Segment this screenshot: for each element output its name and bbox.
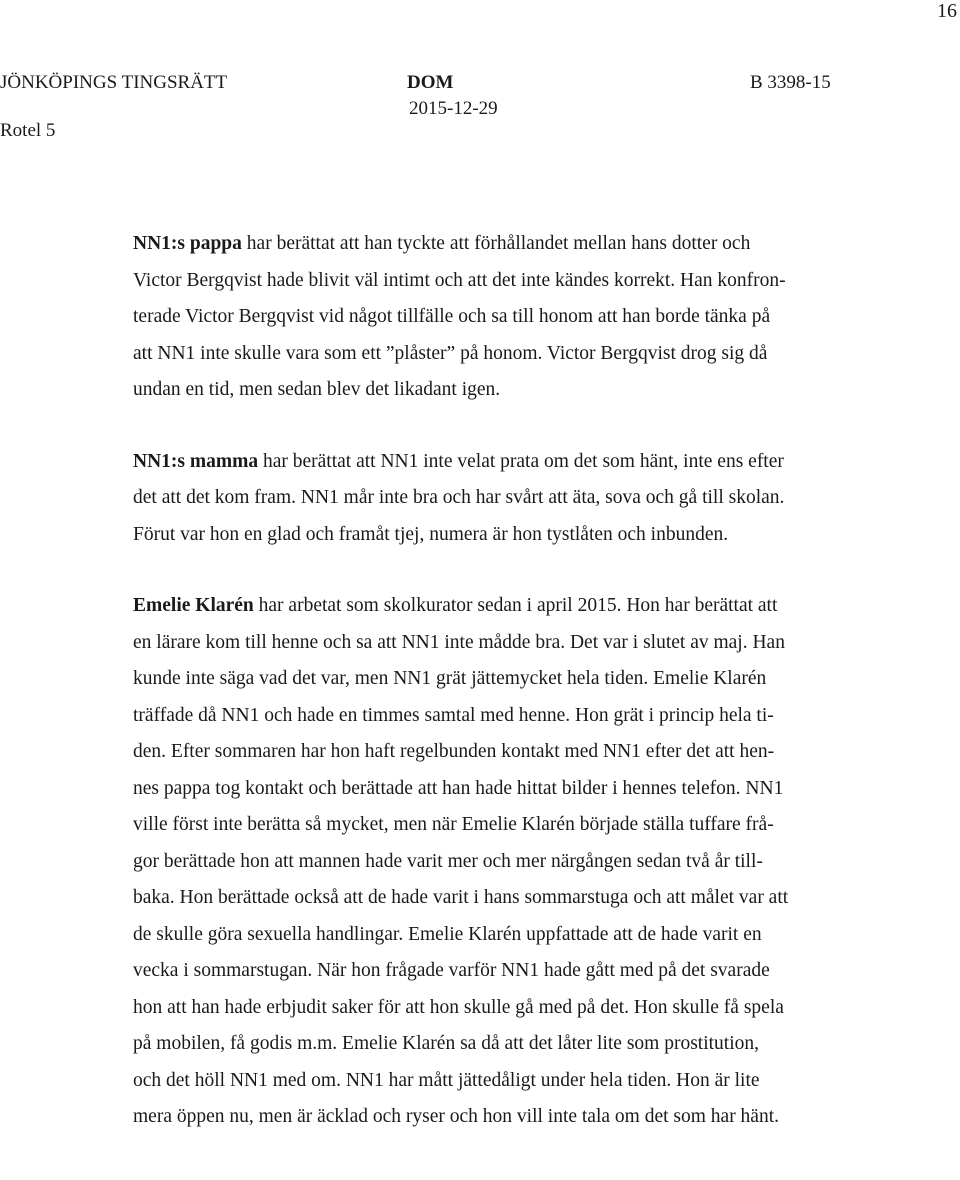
text-line: terade Victor Bergqvist vid något tillfälle och sa till honom att han borde tänka på <box>133 306 771 327</box>
page-number: 16 <box>937 0 957 22</box>
division-name: Rotel 5 <box>0 120 56 141</box>
paragraph-emelie-klaren <box>133 588 893 1136</box>
text-line: hon att han hade erbjudit saker för att hon skulle gå med på det. Hon skulle få spela <box>133 996 784 1018</box>
paragraph-mamma <box>133 444 893 554</box>
paragraph-lead: Emelie Klarén <box>133 595 254 616</box>
paragraph-lead: NN1:s pappa <box>133 233 242 254</box>
text-line: och det höll NN1 med om. NN1 har mått jättedåligt under hela tiden. Hon är lite <box>133 1069 760 1091</box>
text-line: vecka i sommarstugan. När hon frågade varför NN1 hade gått med på det svarade <box>133 960 770 981</box>
court-name: JÖNKÖPINGS TINGSRÄTT <box>0 72 228 93</box>
document-type: DOM <box>407 72 454 93</box>
text-line <box>133 226 893 263</box>
text-line: på mobilen, få godis m.m. Emelie Klarén sa då att det låter lite som prostitution, <box>133 1033 760 1054</box>
line-text: har berättat att NN1 inte velat prata om det som hänt, inte ens efter <box>258 450 784 472</box>
text-line: den. Efter sommaren har hon haft regelbunden kontakt med NN1 efter det att hen- <box>133 741 775 762</box>
text-line <box>133 444 893 481</box>
text-line: det att det kom fram. NN1 mår inte bra och har svårt att äta, sova och gå till skolan. <box>133 487 785 508</box>
text-line: Victor Bergqvist hade blivit väl intimt och att det inte kändes korrekt. Han konfron- <box>133 269 786 291</box>
case-number: B 3398-15 <box>750 72 831 93</box>
text-line: kunde inte säga vad det var, men NN1 grät jättemycket hela tiden. Emelie Klarén <box>133 668 767 689</box>
text-line: träffade då NN1 och hade en timmes samtal med henne. Hon grät i princip hela ti- <box>133 704 774 726</box>
text-line: ville först inte berätta så mycket, men när Emelie Klarén började ställa tuffare frå- <box>133 814 774 835</box>
text-line: en lärare kom till henne och sa att NN1 inte mådde bra. Det var i slutet av maj. Han <box>133 631 785 653</box>
text-line: Förut var hon en glad och framåt tjej, numera är hon tystlåten och inbunden. <box>133 523 729 545</box>
document-date: 2015-12-29 <box>409 98 498 119</box>
text-line <box>133 588 893 625</box>
line-text: har arbetat som skolkurator sedan i april 2015. Hon har berättat att <box>253 595 778 616</box>
text-line: nes pappa tog kontakt och berättade att han hade hittat bilder i hennes telefon. NN1 <box>133 777 784 799</box>
text-line: undan en tid, men sedan blev det likadant igen. <box>133 379 501 400</box>
text-line: mera öppen nu, men är äcklad och ryser och hon vill inte tala om det som har hänt. <box>133 1106 780 1127</box>
line-text: har berättat att han tyckte att förhållandet mellan hans dotter och <box>241 233 751 254</box>
text-line: de skulle göra sexuella handlingar. Emelie Klarén uppfattade att de hade varit en <box>133 923 762 945</box>
paragraph-lead: NN1:s mamma <box>133 450 259 472</box>
document-body <box>133 226 893 1171</box>
text-line: gor berättade hon att mannen hade varit mer och mer närgången sedan två år till- <box>133 850 763 872</box>
paragraph-pappa <box>133 226 893 409</box>
text-line: baka. Hon berättade också att de hade varit i hans sommarstuga och att målet var att <box>133 887 789 908</box>
text-line: att NN1 inte skulle vara som ett ”plåster” på honom. Victor Bergqvist drog sig då <box>133 342 768 364</box>
